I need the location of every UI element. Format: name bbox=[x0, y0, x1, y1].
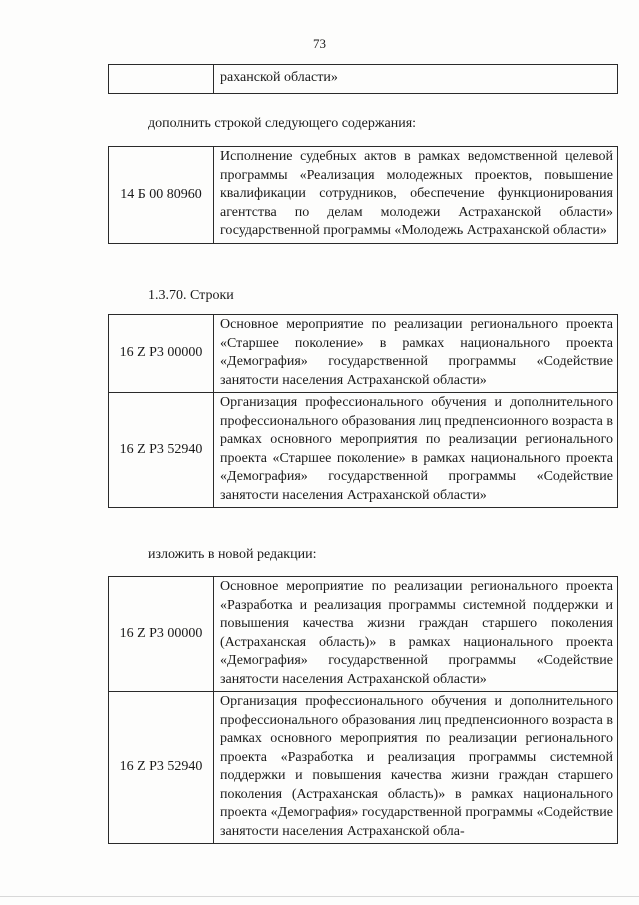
description-cell: Исполнение судебных актов в рамках ведомственной целевой программы «Реализация молодежных проектов, повышение квалификации сотрудников, обеспечение функционирования агентства по делам молодежи Астраханской области» государственной программы «Молодежь Астраханской области» bbox=[214, 147, 618, 244]
continuation-table bbox=[108, 64, 618, 94]
code-cell: 16 Z P3 52940 bbox=[109, 692, 214, 844]
instruction-add-row: дополнить строкой следующего содержания: bbox=[148, 116, 417, 131]
code-cell bbox=[109, 65, 214, 94]
table-row bbox=[109, 692, 618, 844]
description-cell: Основное мероприятие по реализации регионального проекта «Старшее поколение» в рамках национального проекта «Демография» государственной программы «Содействие занятости населения Астраханской области» bbox=[214, 315, 618, 393]
scan-edge-divider bbox=[0, 896, 639, 897]
description-cell: Основное мероприятие по реализации регионального проекта «Разработка и реализация программы системной поддержки и повышения качества жизни граждан старшего поколения (Астраханская область)» в рамках национального проекта «Демография» государственной программы «Содействие занятости населения Астраханской области» bbox=[214, 577, 618, 692]
description-cell: раханской области» bbox=[214, 65, 618, 94]
table-row bbox=[109, 65, 618, 94]
code-cell: 16 Z P3 00000 bbox=[109, 577, 214, 692]
table-row bbox=[109, 393, 618, 508]
table-row bbox=[109, 315, 618, 393]
section-heading: 1.3.70. Строки bbox=[148, 288, 234, 303]
table-row bbox=[109, 147, 618, 244]
description-cell: Организация профессионального обучения и дополнительного профессионального образования лиц предпенсионного возраста в рамках основного мероприятия по реализации регионального проекта «Старшее поколение» в рамках национального проекта «Демография» государственной программы «Содействие занятости населения Астраханской области» bbox=[214, 393, 618, 508]
new-rows-table bbox=[108, 576, 618, 844]
added-row-table bbox=[108, 146, 618, 244]
code-cell: 16 Z P3 00000 bbox=[109, 315, 214, 393]
old-rows-table bbox=[108, 314, 618, 508]
page-number: 73 bbox=[313, 36, 326, 51]
code-cell: 14 Б 00 80960 bbox=[109, 147, 214, 244]
description-cell: Организация профессионального обучения и дополнительного профессионального образования лиц предпенсионного возраста в рамках основного мероприятия по реализации регионального проекта «Разработка и реализация программы системной поддержки и повышения качества жизни граждан старшего поколения (Астраханская область)» в рамках национального проекта «Демография» государственной программы «Содействие занятости населения Астраханской обла- bbox=[214, 692, 618, 844]
code-cell: 16 Z P3 52940 bbox=[109, 393, 214, 508]
instruction-restate: изложить в новой редакции: bbox=[148, 547, 317, 562]
table-row bbox=[109, 577, 618, 692]
